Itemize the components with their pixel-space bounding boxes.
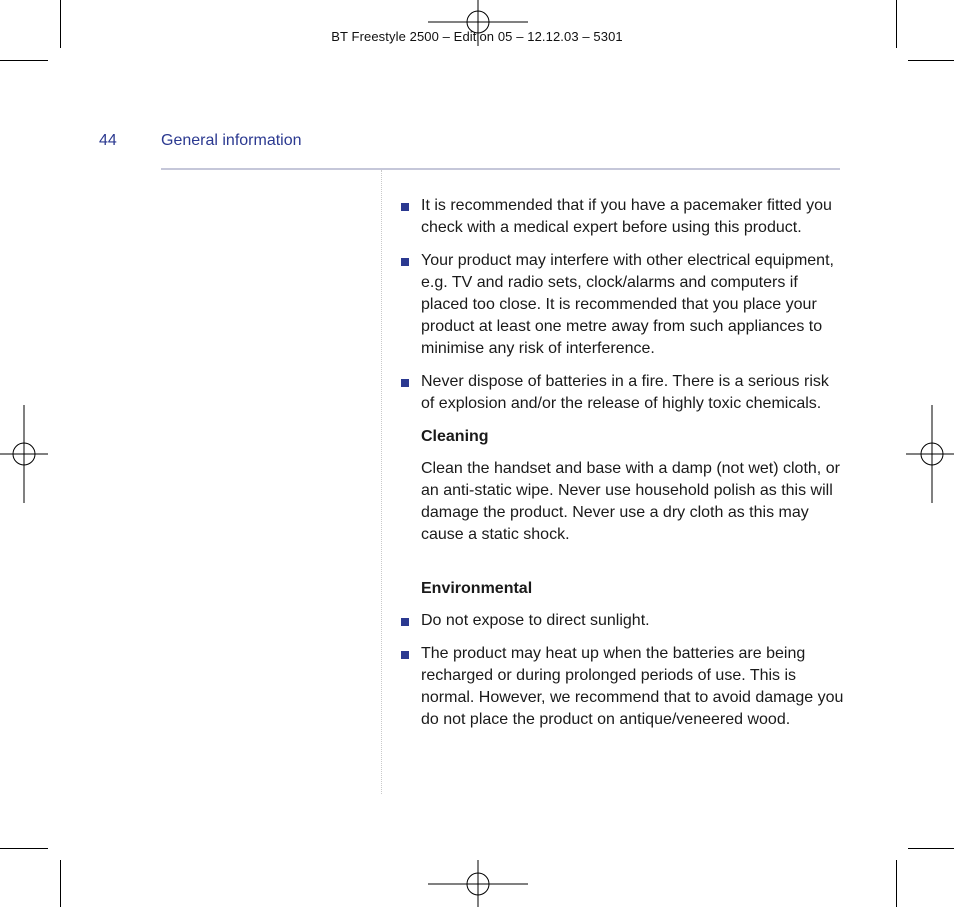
cleaning-heading: Cleaning (421, 428, 489, 445)
page-number: 44 (99, 132, 117, 149)
crop-mark (896, 860, 897, 907)
environmental-heading: Environmental (421, 580, 533, 597)
cleaning-text: Clean the handset and base with a damp (not wet) cloth, or an anti-static wipe. Never use household polish as this will damage the product. Never use a dry cloth as this may cause a static shock. (421, 460, 840, 543)
crop-mark (908, 848, 954, 849)
list-item (421, 610, 845, 632)
bullet-text: Do not expose to direct sunlight. (421, 612, 650, 629)
spacer (421, 557, 845, 578)
bullet-text: The product may heat up when the batteries are being recharged or during prolonged periods of use. This is normal. However, we recommend that to avoid damage you do not place the product on antique/veneered wood. (421, 645, 844, 728)
bullet-square-icon (401, 203, 409, 211)
crop-mark (60, 860, 61, 907)
print-slug: BT Freestyle 2500 – Edition 05 – 12.12.03 – 5301 (331, 29, 623, 44)
crop-mark (0, 848, 48, 849)
bullet-text: It is recommended that if you have a pacemaker fitted you check with a medical expert before using this product. (421, 197, 832, 236)
bullet-text: Never dispose of batteries in a fire. There is a serious risk of explosion and/or the release of highly toxic chemicals. (421, 373, 829, 412)
bullet-text: Your product may interfere with other electrical equipment, e.g. TV and radio sets, clock/alarms and computers if placed too close. It is recommended that you place your product at least one metre away from such appliances to minimise any risk of interference. (421, 252, 834, 357)
main-content (421, 195, 845, 742)
header-rule (161, 168, 840, 170)
crop-mark (908, 60, 954, 61)
section-title: General information (161, 132, 302, 149)
list-item (421, 250, 845, 360)
registration-mark-left (0, 405, 50, 503)
bullet-square-icon (401, 651, 409, 659)
registration-mark-right (906, 405, 954, 503)
column-divider (381, 170, 382, 794)
bullet-square-icon (401, 379, 409, 387)
list-item (421, 371, 845, 415)
list-item (421, 195, 845, 239)
list-item (421, 643, 845, 731)
crop-mark (0, 60, 48, 61)
bullet-square-icon (401, 258, 409, 266)
bullet-square-icon (401, 618, 409, 626)
registration-mark-bottom (428, 860, 528, 907)
